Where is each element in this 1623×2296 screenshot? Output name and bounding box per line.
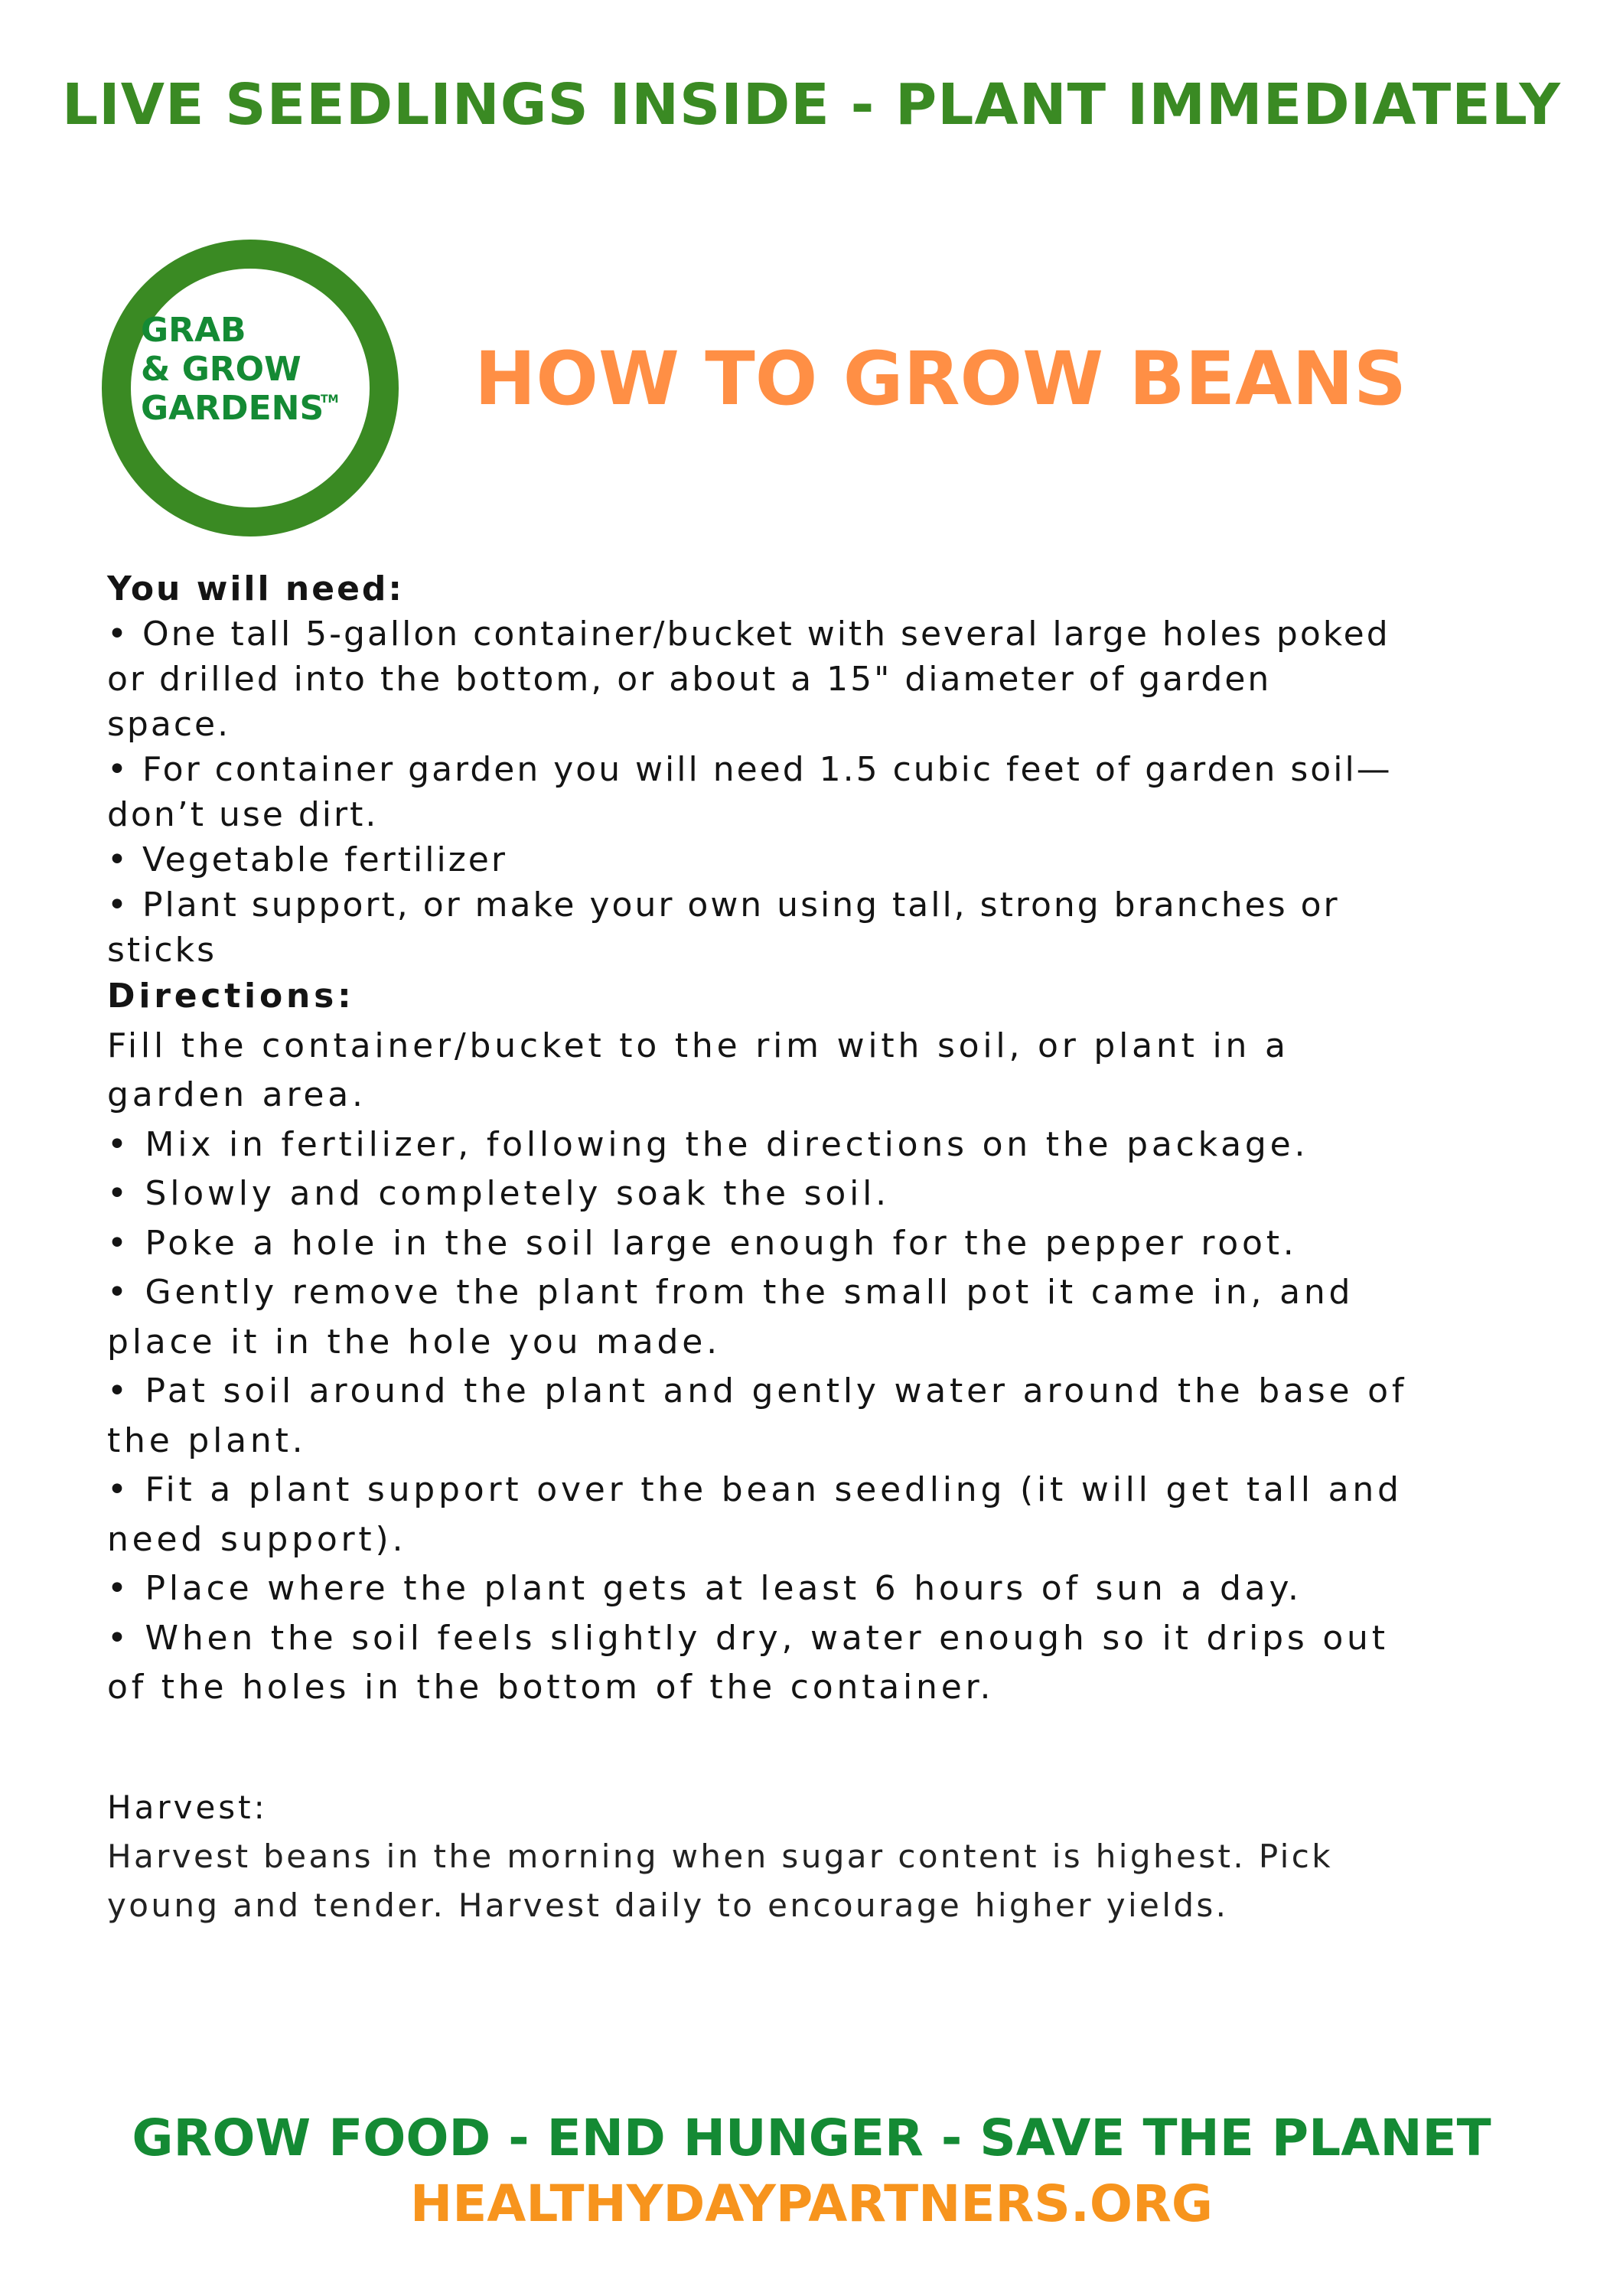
logo-text-line3: GARDENS xyxy=(141,389,324,428)
directions-line: • When the soil feels slightly dry, water enough so it drips out xyxy=(107,1618,1389,1658)
logo-trademark: TM xyxy=(321,393,339,406)
needs-line: • Plant support, or make your own using tall, strong branches or xyxy=(107,885,1340,925)
logo-text-line1: GRAB xyxy=(141,311,246,350)
needs-line: • For container garden you will need 1.5 cubic feet of garden soil— xyxy=(107,750,1393,789)
logo-text-line2: & GROW xyxy=(141,350,301,389)
directions-line: • Place where the plant gets at least 6 hours of sun a day. xyxy=(107,1569,1302,1608)
page-title: HOW TO GROW BEANS xyxy=(474,336,1406,422)
grab-and-grow-gardens-logo xyxy=(101,239,399,537)
directions-section xyxy=(107,972,1546,1713)
needs-line: sticks xyxy=(107,931,217,970)
harvest-section xyxy=(107,1783,1546,1930)
footer-slogan: GROW FOOD - END HUNGER - SAVE THE PLANET xyxy=(132,2108,1491,2167)
needs-line: or drilled into the bottom, or about a 15" diameter of garden xyxy=(107,660,1272,699)
directions-line: • Slowly and completely soak the soil. xyxy=(107,1174,890,1213)
directions-line: • Mix in fertilizer, following the directions on the package. xyxy=(107,1124,1309,1164)
needs-heading: You will need: xyxy=(107,569,405,608)
needs-section xyxy=(107,566,1546,973)
directions-line: garden area. xyxy=(107,1075,367,1114)
directions-line: • Gently remove the plant from the small pot it came in, and xyxy=(107,1273,1354,1312)
needs-line: • Vegetable fertilizer xyxy=(107,840,507,879)
footer-website-link[interactable]: HEALTHYDAYPARTNERS.ORG xyxy=(409,2174,1214,2233)
directions-line: the plant. xyxy=(107,1420,307,1460)
harvest-line: young and tender. Harvest daily to encourage higher yields. xyxy=(107,1887,1229,1924)
directions-heading: Directions: xyxy=(107,977,355,1016)
directions-line: place it in the hole you made. xyxy=(107,1322,721,1362)
harvest-heading: Harvest: xyxy=(107,1789,268,1826)
directions-line: of the holes in the bottom of the container. xyxy=(107,1668,995,1707)
logo-graphic xyxy=(101,239,399,537)
top-banner: LIVE SEEDLINGS INSIDE - PLANT IMMEDIATELY xyxy=(62,72,1561,138)
needs-line: • One tall 5-gallon container/bucket with several large holes poked xyxy=(107,615,1390,654)
directions-line: • Poke a hole in the soil large enough for the pepper root. xyxy=(107,1223,1298,1263)
directions-line: Fill the container/bucket to the rim with soil, or plant in a xyxy=(107,1026,1289,1065)
directions-line: • Fit a plant support over the bean seedling (it will get tall and xyxy=(107,1470,1403,1509)
directions-line: • Pat soil around the plant and gently water around the base of xyxy=(107,1371,1408,1411)
needs-line: don’t use dirt. xyxy=(107,795,379,834)
harvest-line: Harvest beans in the morning when sugar content is highest. Pick xyxy=(107,1838,1333,1875)
directions-line: need support). xyxy=(107,1519,407,1559)
needs-line: space. xyxy=(107,705,231,744)
